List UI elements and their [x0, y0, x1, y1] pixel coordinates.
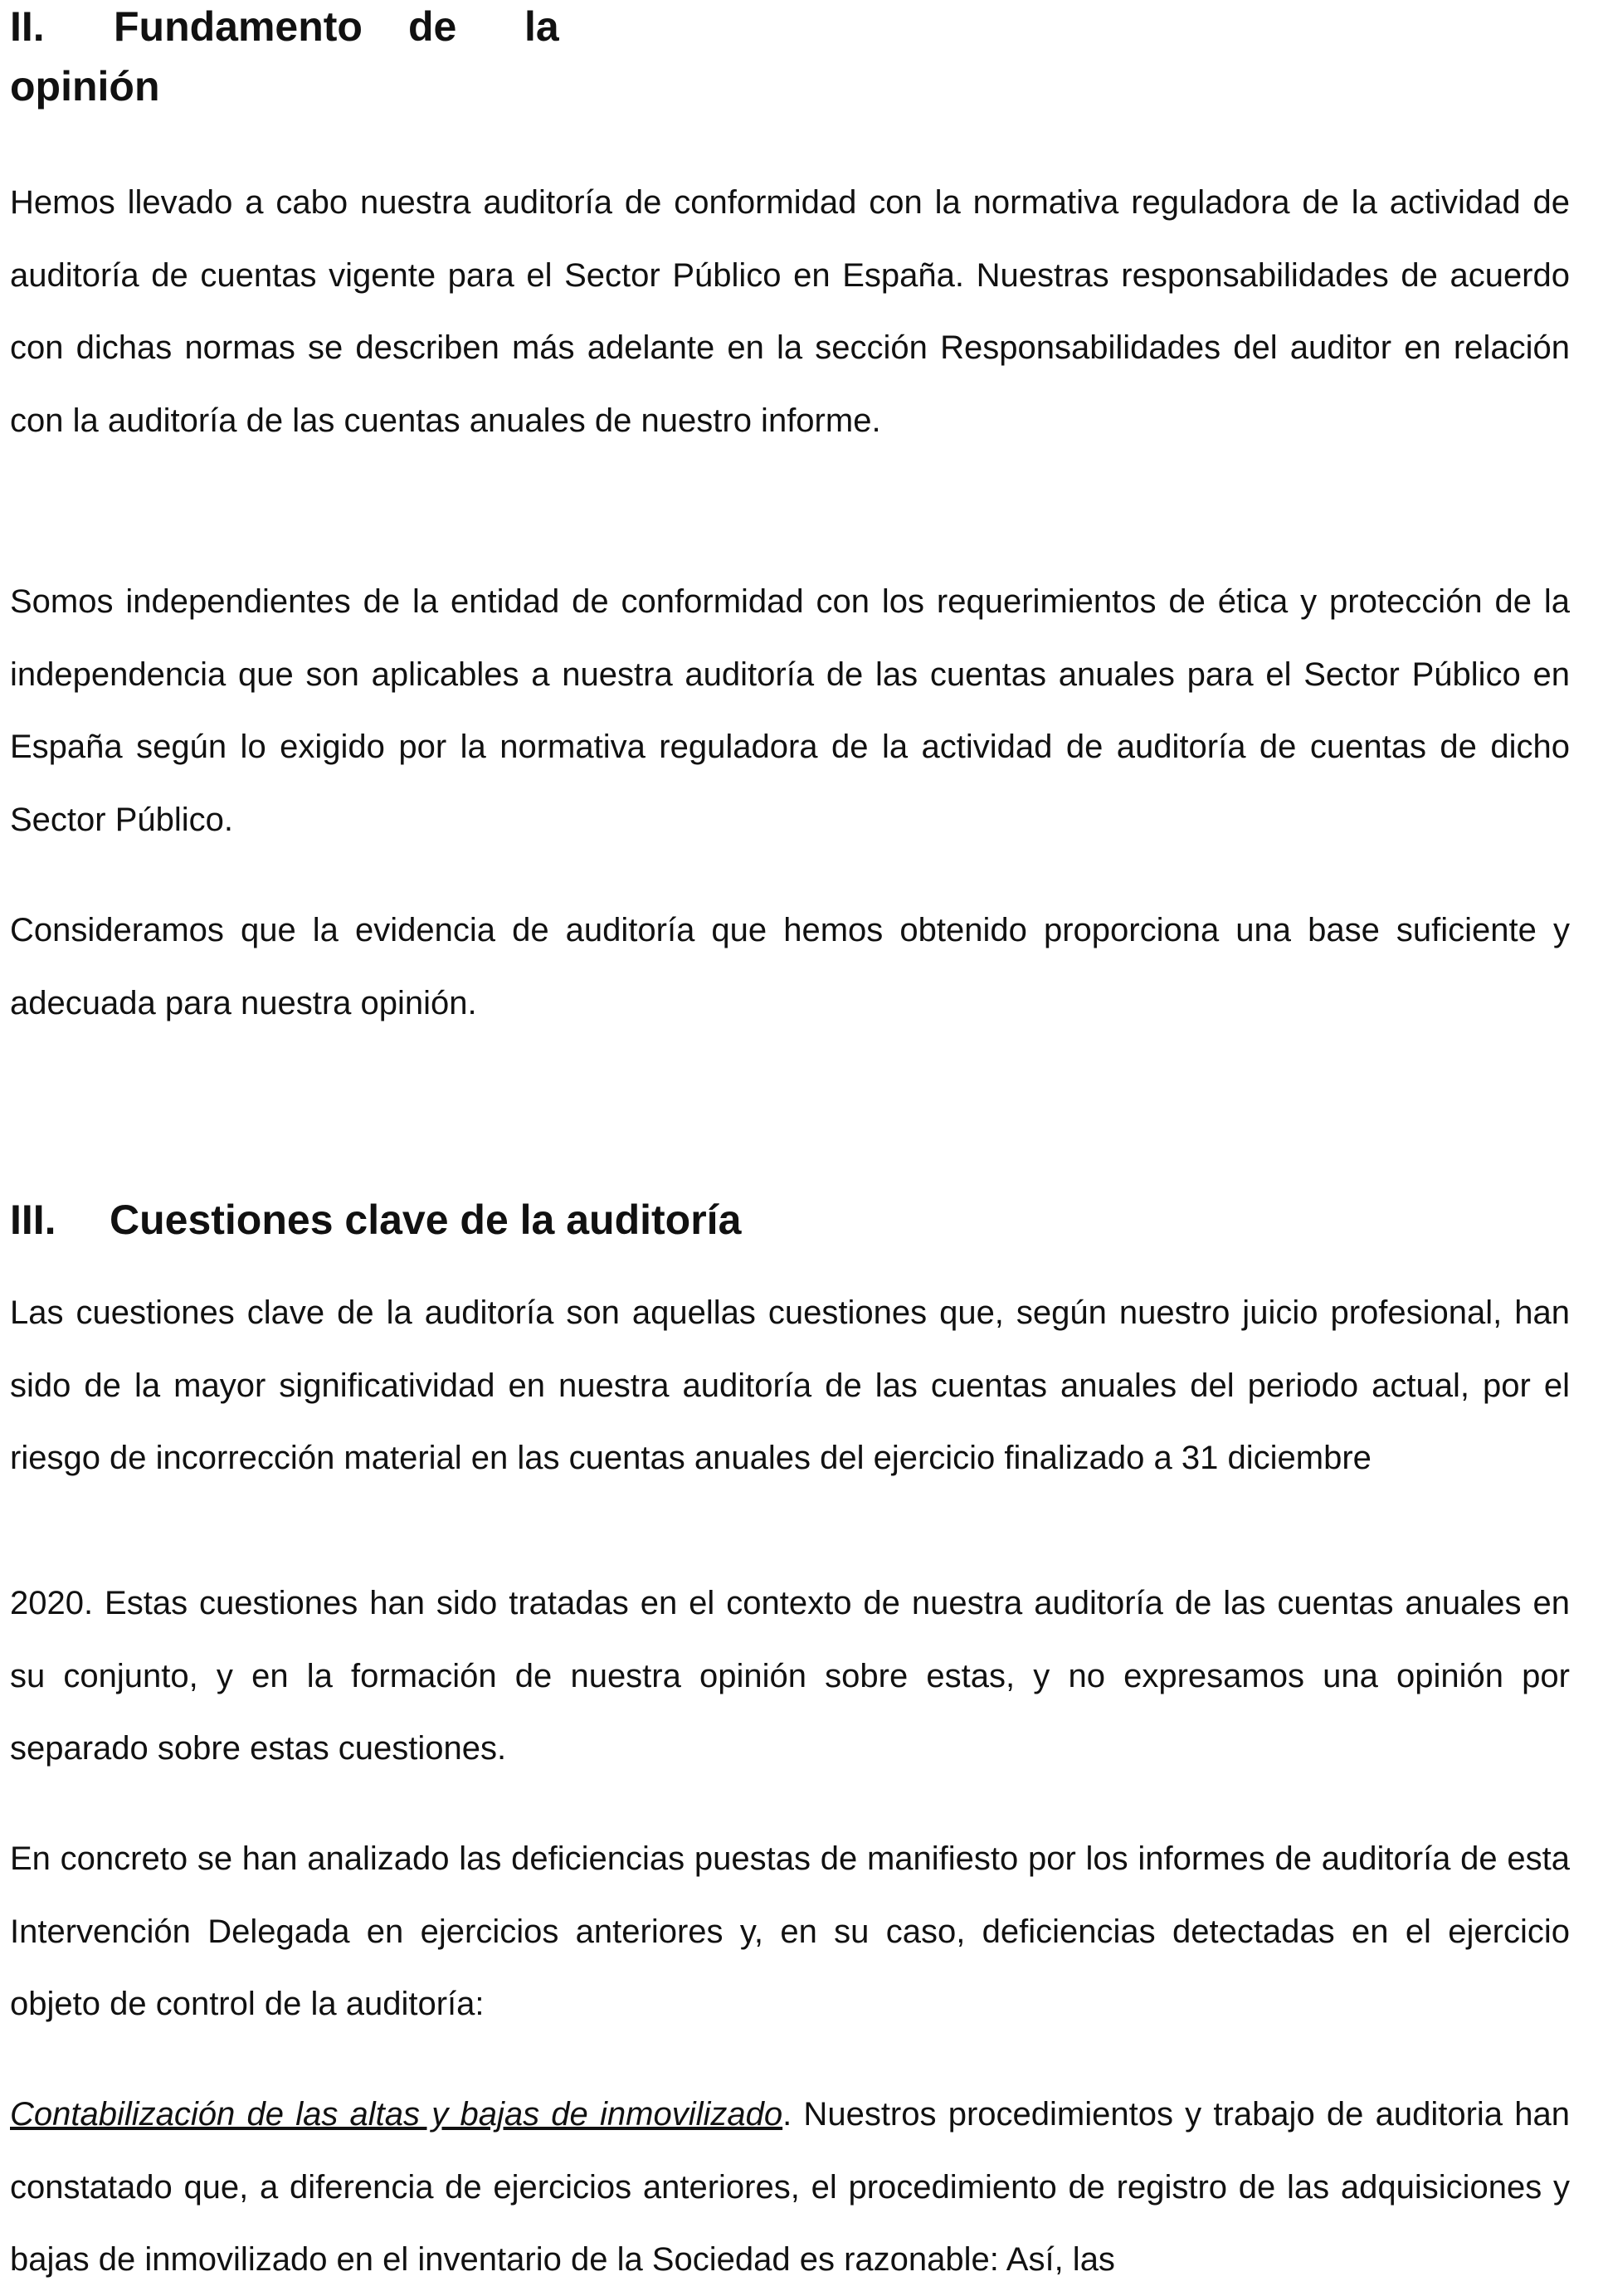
heading-word: de: [408, 3, 457, 50]
paragraph-cuestiones-clave: Las cuestiones clave de la auditoría son aquellas cuestiones que, según nuestro juicio profesional, han sido de la mayor significatividad en nuestra auditoría de las cuentas anuales del periodo actual, por el riesgo de incorrección material en las cuentas anuales del ejercicio finalizado a 31 diciembre: [10, 1294, 1570, 1476]
section-number: II.: [10, 3, 45, 50]
section-title: Cuestiones clave de la auditoría: [110, 1197, 742, 1243]
paragraph-inmovilizado: [10, 2079, 1570, 2296]
heading-word: Fundamento: [114, 3, 363, 50]
section-number: III.: [10, 1197, 56, 1243]
heading-word: opinión: [10, 63, 160, 110]
paragraph-inmovilizado-text: [10, 2079, 1570, 2296]
heading-word: la: [524, 3, 559, 50]
paragraph-independencia: Somos independientes de la entidad de conformidad con los requerimientos de ética y protección de la independencia que son aplicables a nuestra auditoría de las cuentas anuales para el Sector Público en España según lo exigido por la normativa reguladora de la actividad de auditoría de cuentas de dicho Sector Público.: [10, 583, 1570, 838]
paragraph-conformidad: Hemos llevado a cabo nuestra auditoría de conformidad con la normativa reguladora de la actividad de auditoría de cuentas vigente para el Sector Público en España. Nuestras responsabilidades de acuerdo con dichas normas se describen más adelante en la sección Responsabilidades del auditor en relación con la auditoría de las cuentas anuales de nuestro informe.: [10, 184, 1570, 439]
section-heading-cuestiones-clave: [10, 1190, 741, 1250]
paragraph-evidencia: Consideramos que la evidencia de auditoría que hemos obtenido proporciona una base suficiente y adecuada para nuestra opinión.: [10, 912, 1570, 1021]
section-heading-fundamento: [10, 0, 607, 116]
paragraph-cuestiones-clave-cont: 2020. Estas cuestiones han sido tratadas en el contexto de nuestra auditoría de las cuentas anuales en su conjunto, y en la formación de nuestra opinión sobre estas, y no expresamos una opinión por separado sobre estas cuestiones.: [10, 1585, 1570, 1767]
paragraph-body: . Nuestros procedimientos y trabajo de auditoria han constatado que, a diferencia de ejercicios anteriores, el procedimiento de registro de las adquisiciones y bajas de inmovilizado en el inventario de la Sociedad es razonable: Así, las: [10, 2096, 1570, 2278]
paragraph-deficiencias: En concreto se han analizado las deficiencias puestas de manifiesto por los informes de auditoría de esta Intervención Delegada en ejercicios anteriores y, en su caso, deficiencias detectadas en el ejercicio objeto de control de la auditoría:: [10, 1840, 1570, 2022]
paragraph-lead-title: Contabilización de las altas y bajas de inmovilizado: [10, 2096, 783, 2133]
